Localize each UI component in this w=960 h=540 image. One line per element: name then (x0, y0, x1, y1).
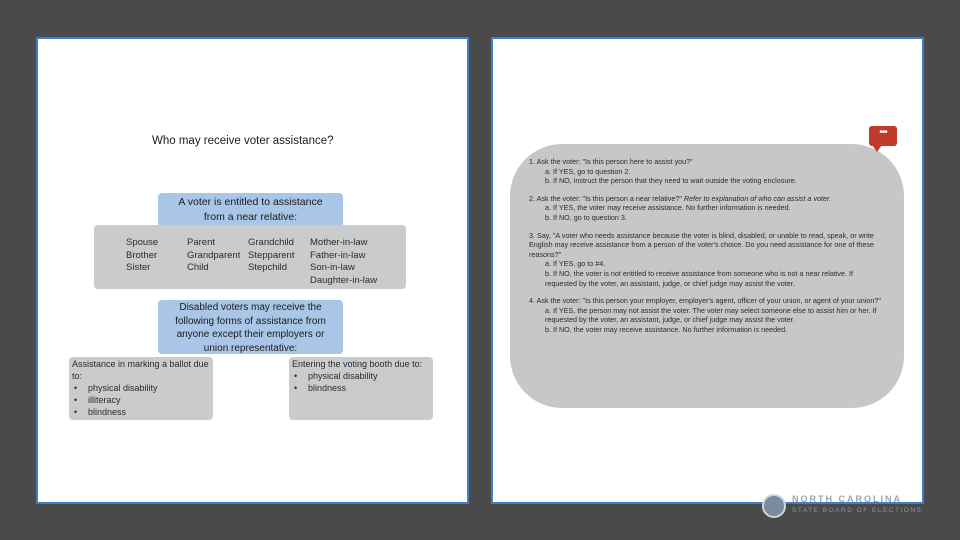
questions-list (529, 157, 885, 343)
answer-line: a. If YES, the person may not assist the voter. The voter may select someone else to assist him or her. If requested by the voter, an assistant, judge, or chief judge may assist the voter. (545, 305, 877, 325)
question-text: 1. Ask the voter: "Is this person here to assist you?" (529, 157, 693, 166)
booth-assistance-box (289, 357, 433, 420)
relatives-column (126, 237, 158, 275)
relatives-column (248, 237, 294, 275)
answer-line: a. If YES, the voter may receive assistance. No further information is needed. (545, 203, 791, 213)
state-board-logo (762, 494, 942, 522)
state-seal-icon (762, 494, 786, 518)
answer-line: a. If YES, go to #4. (545, 259, 606, 269)
question-text: 3. Say, "A voter who needs assistance because the voter is blind, disabled, or unable to read, speak, or write English may receive assistance from a person of the voter's choice. Do you need assistance for one of these reasons?" (529, 230, 874, 259)
disabled-line-3: anyone except their employers or (176, 329, 325, 340)
relative-item: Grandparent (187, 249, 241, 261)
near-relative-line-2: from a near relative: (203, 211, 298, 223)
page-title: Who may receive voter assistance? (152, 135, 334, 147)
relative-item: Sister (126, 262, 151, 273)
relative-item: Father-in-law (310, 249, 366, 261)
disabled-line-1: Disabled voters may receive the (179, 302, 322, 313)
relatives-column (310, 237, 377, 287)
ballot-assistance-box (69, 357, 213, 420)
question-text: 4. Ask the voter: "Is this person your employer, employer's agent, officer of your union, or agent of your union?" (529, 296, 881, 306)
answer-line: b. If NO, instruct the person that they need to wait outside the voting enclosure. (545, 176, 797, 186)
disabled-line-4: union representative: (203, 342, 298, 354)
list-item: • blindness (292, 382, 430, 394)
question-note: Refer to explanation of who can assist a voter. (683, 193, 832, 203)
relative-item: Brother (126, 249, 158, 261)
relative-item: Parent (187, 237, 215, 248)
relatives-list-box (94, 225, 406, 289)
list-item: • blindness (72, 406, 210, 418)
logo-text-line-1: NORTH CAROLINA (792, 494, 902, 504)
relative-item: Child (187, 262, 209, 273)
relative-item: Stepparent (248, 249, 295, 261)
list-item: • illiteracy (72, 394, 210, 406)
answer-line: b. If NO, go to question 3. (545, 212, 627, 222)
answer-line: b. If NO, the voter may receive assistance. No further information is needed. (545, 324, 788, 334)
logo-text-line-2: STATE BOARD OF ELECTIONS (792, 507, 923, 514)
relative-item: Daughter-in-law (310, 274, 378, 286)
answer-line: a. If YES, go to question 2. (545, 166, 631, 176)
question-step (529, 194, 885, 223)
near-relative-box (158, 193, 343, 227)
relative-item: Stepchild (248, 262, 288, 273)
speech-bubble-icon: ••• (869, 126, 897, 146)
relative-item: Grandchild (248, 237, 294, 248)
disabled-line-2: following forms of assistance from (175, 315, 326, 327)
booth-assistance-heading: Entering the voting booth due to: (292, 359, 423, 369)
question-step (529, 296, 885, 334)
relatives-column (187, 237, 240, 275)
near-relative-line-1: A voter is entitled to assistance (178, 196, 323, 208)
disabled-voters-box (158, 300, 343, 354)
assistance-questions-slide (491, 37, 924, 504)
relative-item: Mother-in-law (310, 237, 368, 248)
question-line (529, 194, 885, 204)
question-text: 2. Ask the voter: "Is this person a near relative?" (529, 193, 682, 203)
question-step (529, 157, 885, 186)
list-item: • physical disability (292, 370, 430, 382)
relative-item: Spouse (126, 237, 159, 248)
question-step (529, 231, 885, 289)
answer-line: b. If NO, the voter is not entitled to receive assistance from someone who is not a near relative. If requested by the voter, an assistant, judge, or chief judge may assist the voter. (545, 268, 854, 288)
voter-assistance-chart-slide (36, 37, 469, 504)
list-item: • physical disability (72, 382, 210, 394)
relative-item: Son-in-law (310, 262, 355, 273)
ballot-assistance-heading: Assistance in marking a ballot due to: (72, 359, 209, 381)
